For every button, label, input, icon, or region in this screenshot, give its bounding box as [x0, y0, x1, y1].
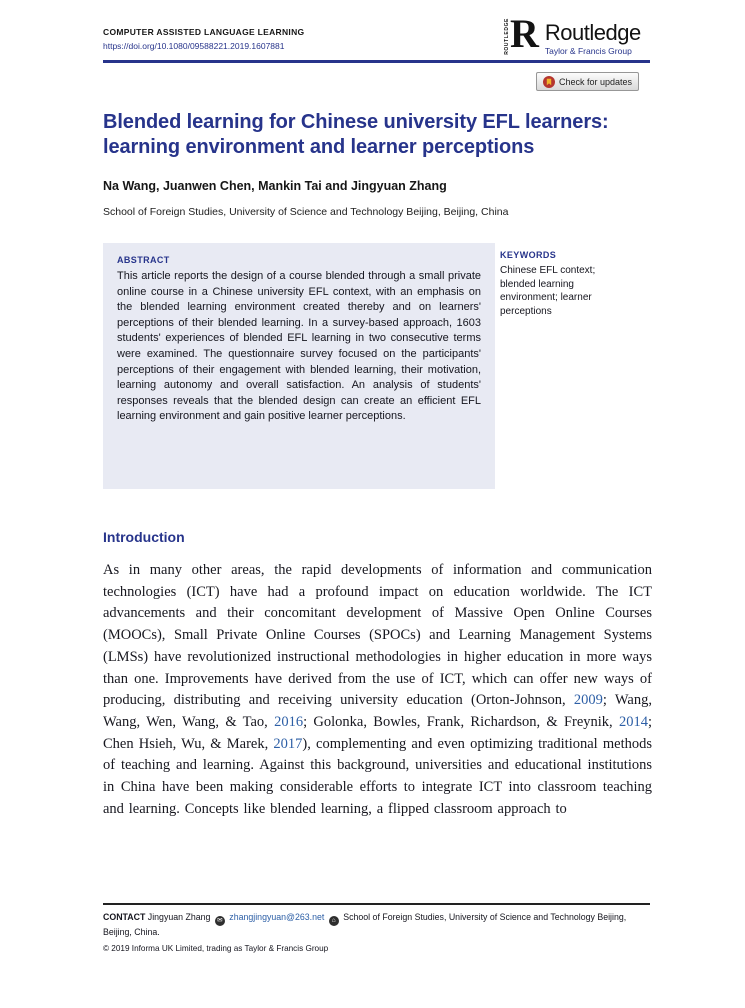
introduction-heading: Introduction: [103, 529, 185, 545]
intro-paragraph: [103, 560, 652, 820]
citation-year-link[interactable]: 2014: [618, 713, 648, 730]
intro-text: As in many other areas, the rapid developments of information and communication technologies (ICT) have had a profound impact on education worldwide. The ICT advancements and their concomitant development of Massive Open Online Courses (MOOCs), Small Private Online Courses (SPOCs) and Learning Management Systems (LMSs) have revolutionized instructional methodologies in higher education in more ways than one. Improvements have derived from the use of ICT, which can offer new ways of producing, distributing and receiving university education (Orton-Johnson,: [103, 562, 652, 709]
article-title-line2: learning environment and learner perceptions: [103, 136, 535, 158]
citation-year-link[interactable]: 2009: [573, 692, 603, 709]
routledge-wordmark: [545, 15, 641, 56]
check-for-updates-button[interactable]: [536, 72, 639, 91]
check-for-updates-label: Check for updates: [559, 76, 633, 87]
contact-affiliation: School of Foreign Studies, University of Science and Technology Beijing, Beijing, China.: [103, 912, 627, 938]
citation-year-link[interactable]: 2016: [274, 713, 304, 730]
copyright-line: © 2019 Informa UK Limited, trading as Taylor & Francis Group: [103, 944, 329, 953]
citation-year-link[interactable]: 2017: [273, 735, 303, 752]
routledge-vertical-text: ROUTLEDGE: [504, 18, 510, 55]
intro-text: ; Chen Hsieh, Wu, & Marek,: [103, 713, 653, 752]
affiliation: School of Foreign Studies, University of Science and Technology Beijing, Beijing, China: [103, 206, 509, 218]
author-list: Na Wang, Juanwen Chen, Mankin Tai and Jingyuan Zhang: [103, 179, 447, 193]
article-title-line1: Blended learning for Chinese university EFL learners:: [103, 111, 609, 133]
crossmark-icon: [543, 76, 555, 88]
contact-line: [103, 911, 652, 939]
abstract-text: This article reports the design of a course blended through a small private online course in a Chinese university EFL context, with an emphasis on the blended learning environment created thereby and on learners' perceptions of their blended learning. In a survey-based approach, 1603 students' experiences of blended EFL learning in two consecutive terms were examined. The questionnaire survey focused on the participants' perceptions of their engagement with blended learning, their motivation, learning autonomy and overall satisfaction. An analysis of students' responses reveals that the blended design can create an efficient EFL learning environment and gain positive learner perceptions.: [117, 270, 481, 423]
routledge-logo: [504, 11, 641, 56]
intro-text: ; Wang, Wang, Wen, Wang, & Tao,: [103, 692, 652, 730]
publisher-name: Routledge: [544, 20, 641, 45]
doi-link[interactable]: https://doi.org/10.1080/09588221.2019.1607881: [103, 41, 285, 51]
contact-label: CONTACT: [103, 912, 146, 922]
keywords-text: Chinese EFL context; blended learning environment; learner perceptions: [500, 265, 596, 317]
contact-name: Jingyuan Zhang: [145, 912, 213, 922]
intro-text: ; Golonka, Bowles, Frank, Richardson, & Freynik,: [303, 713, 619, 730]
footnote-rule: [103, 903, 650, 905]
article-title: [103, 110, 652, 160]
intro-text: ), complementing and even optimizing traditional methods of teaching and learning. Against this background, universities and educational institutions in China have been making considerable efforts to integrate ICT into classroom teaching and learning. Concepts like blended learning, a flipped classroom approach to: [103, 735, 653, 817]
keywords-heading: KEYWORDS: [500, 250, 557, 260]
journal-title: COMPUTER ASSISTED LANGUAGE LEARNING: [103, 27, 305, 37]
email-icon: ✉: [215, 916, 225, 926]
routledge-r-mark: R: [510, 11, 539, 56]
header-rule: [103, 60, 650, 63]
abstract-box: [103, 243, 495, 489]
contact-email-link[interactable]: zhangjingyuan@263.net: [226, 912, 327, 922]
abstract-heading: ABSTRACT: [117, 255, 170, 265]
building-icon: ⌂: [329, 916, 339, 926]
keywords-block: [500, 250, 630, 318]
routledge-logo-mark: [504, 11, 539, 56]
publisher-tagline: Taylor & Francis Group: [544, 46, 632, 56]
